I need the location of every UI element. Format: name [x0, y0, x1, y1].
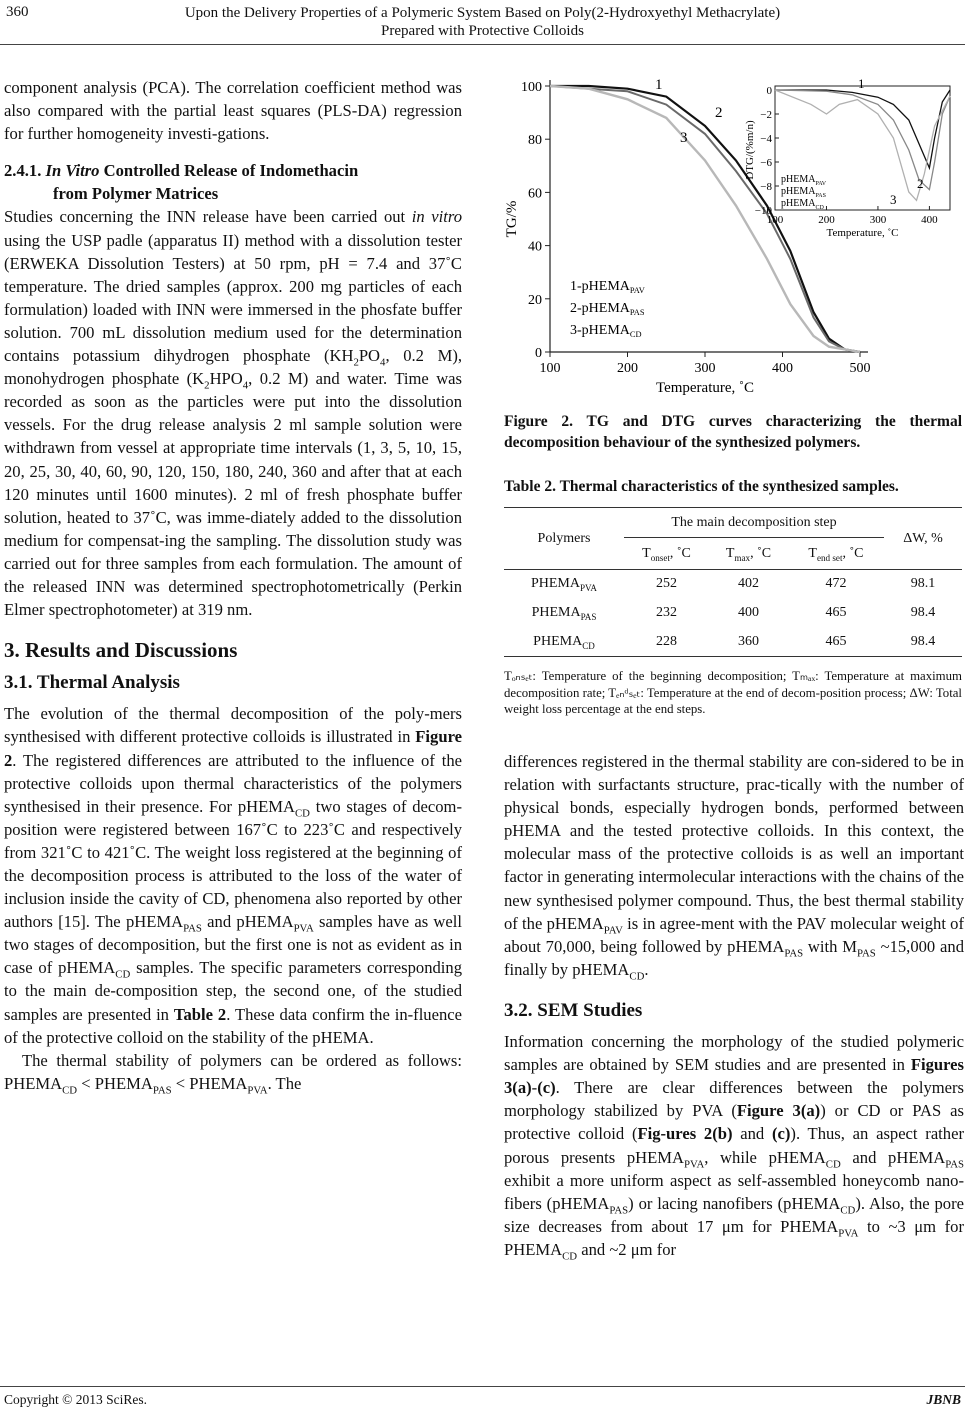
running-title-line1: Upon the Delivery Properties of a Polymeric System Based on Poly(2-Hydroxyethyl Methacrylate)	[184, 5, 781, 21]
tg-legend-entry: 2-pHEMA$_{PAS}$	[570, 301, 645, 317]
dtg-inset	[744, 76, 950, 239]
header-polymers: Polymers	[537, 530, 591, 546]
header-rule	[0, 44, 965, 45]
tg-curve-number: 1	[655, 77, 663, 93]
copyright: Copyright © 2013 SciRes.	[4, 1392, 148, 1407]
paragraph-differences: differences registered in the thermal stability are con-sidered to be in relation with surfactants structure, prac-tically with the number of physical bonds, especially hydrogen bonds, performed between pHEMA and the tested protective colloids. In this context, the molecular mass of the protective colloids is as well an important factor in generating intermolecular interactions with the chains of the new synthesised polymer compound. Thus, the best thermal stability of the pHEMA$_{PAV}$ is in agree-ment with the PAV molecular weight of about 70,000, being followed by pHEMA$_{PAS}$ with $M_{PAS}$ ~15,000 and finally by pHEMA$_{CD}$.	[504, 752, 964, 983]
paragraph-in-vitro: Studies concerning the INN release have been carried out in vitro using the USP padle (apparatus II) method with a dissolution tester (ERWEKA Dissolution Testers) at 50 rpm, pH = 7.4 and 37˚C temperature. The dried samples (approx. 200 mg particles of each formulation) loaded with INN were immersed in the phosfate buffer solution. 700 mL dissolution medium used for the determination contains potassium dihydrogen phosphate ($KH_2PO_4$, 0.2 M), monohydrogen phosphate ($K_2HPO_4$, 0.2 M) and water. Time was recorded as soon as the particles were put into the dissolution vessels. For the drug release analysis 2 ml sample solution were withdrawn from vessel at appropriate time intervals (1, 3, 5, 10, 15, 20, 25, 30, 40, 60, 90, 120, 150, 180, 240, 360 and after that at each 120 minutes until 1600 minutes). 2 ml of fresh phosphate buffer solution, heated to 37˚C, was imme-diately added to the dissolution medium for compensat-ing the sampling. The dissolution study was carried out for three samples from each formulation. The amount of the released INN was determined spectrophotometrically (Perkin Elmer spectrophotometer) at 319 nm.	[4, 207, 463, 620]
dtg-curve-number: 3	[890, 192, 897, 207]
header-end: $T_{end set}$, ˚C	[808, 545, 864, 563]
header-onset: $T_{onset}$, ˚C	[642, 545, 691, 563]
heading-2-4-1	[4, 159, 462, 205]
dtg-x-axis-label: Temperature, ˚C	[826, 227, 899, 239]
heading-rest: Controlled Release of Indomethacin	[99, 161, 359, 181]
left-column	[4, 76, 462, 1095]
tg-x-tick-label: 200	[617, 361, 638, 376]
tg-x-axis-label: Temperature, ˚C	[655, 380, 755, 396]
table-row: $PHEMA_{PAS}$ 232 400 465 98.4	[531, 605, 936, 622]
tg-y-tick-label: 60	[528, 186, 542, 202]
figure-2-chart	[490, 62, 964, 407]
tg-legend-entry: 3-pHEMA$_{CD}$	[570, 323, 642, 339]
dtg-y-tick-label: 0	[766, 85, 772, 97]
table-row: $PHEMA_{PVA}$ 252 402 472 98.1	[530, 576, 936, 594]
header-max: $T_{max}$, ˚C	[725, 545, 772, 563]
tg-y-tick-label: 0	[535, 346, 542, 361]
tg-x-tick-label: 100	[539, 361, 561, 376]
paragraph-pca: component analysis (PCA). The correlation coefficient method was also compared with the partial least squares (PLS-DA) regression for further homogeneity investi-gations.	[4, 78, 462, 144]
table-2	[504, 507, 962, 657]
tg-y-tick-label: 100	[521, 80, 542, 95]
table-row: $PHEMA_{CD}$ 228 360 465 98.4	[504, 628, 962, 657]
tg-y-tick-label: 40	[528, 239, 542, 255]
heading-thermal-analysis: 3.1. Thermal Analysis	[4, 672, 180, 694]
table-2-title: Table 2. Thermal characteristics of the synthesized samples.	[504, 478, 899, 495]
dtg-y-tick-label: −2	[760, 109, 772, 121]
dtg-legend-entry: pHEMA$_{CD}$	[781, 198, 824, 211]
dtg-x-tick-label: 400	[921, 214, 938, 226]
dtg-x-tick-label: 200	[818, 214, 835, 226]
dtg-y-tick-label: −8	[760, 181, 772, 193]
tg-x-tick-label: 500	[849, 361, 871, 376]
tg-curve-number: 3	[680, 130, 688, 146]
header-main-step: The main decomposition step	[624, 508, 884, 538]
dtg-legend-entry: pHEMA$_{PAS}$	[781, 186, 826, 199]
table-2-note: Tₒₙₛₑₜ: Temperature of the beginning decomposition; Tₘₐₓ: Temperature at maximum decomposition rate; Tₑₙᵈₛₑₜ: Temperature at the end of decom-position process; ΔW: Total weight loss percentage at the end steps.	[504, 669, 962, 716]
tg-x-tick-label: 300	[694, 361, 716, 376]
header-dw: ΔW, %	[903, 530, 943, 546]
tg-x-tick-label: 400	[772, 361, 793, 376]
dtg-y-axis-label: DTG/(%m/n)	[744, 120, 756, 180]
dtg-x-tick-label: 300	[869, 214, 887, 226]
heading-sem-studies: 3.2. SEM Studies	[504, 999, 643, 1021]
tg-y-axis-label: TG/%	[504, 200, 520, 238]
dtg-y-tick-label: −6	[760, 157, 772, 169]
figure-2-caption: Figure 2. TG and DTG curves characterizing the thermal decomposition behaviour of the synthesized polymers.	[504, 413, 962, 451]
dtg-curve-number: 1	[858, 76, 865, 91]
dtg-curve-number: 2	[917, 176, 924, 191]
heading-line2: from Polymer Matrices	[53, 184, 219, 204]
journal-name: JBNB	[926, 1392, 961, 1407]
tg-y-tick-label: 80	[528, 133, 542, 149]
page-number: 360	[6, 4, 29, 20]
heading-number: 2.4.1.	[4, 161, 46, 181]
right-column	[504, 750, 964, 1261]
footer-rule	[0, 1386, 965, 1387]
running-title-line2: Prepared with Protective Colloids	[381, 23, 584, 39]
tg-curve-number: 2	[715, 105, 723, 121]
paragraph-sem: Information concerning the morphology of the studied polymeric samples are obtained by SEM studies and are presented in Figures 3(a)-(c). There are clear differences between the polymers morphology stabilized by PVA (Figure 3(a)) or CD or PAS as protective colloid (Fig-ures 2(b) and (c)). Thus, an aspect rather porous presents pHEMA$_{PVA}$, while pHEMA$_{CD}$ and pHEMA$_{PAS}$ exhibit a more uniform aspect as self-assembled honeycomb nano-fibers (pHEMA$_{PAS}$) or lacing nanofibers (pHEMA$_{CD}$). Also, the pore size decreases from about 17 μm for $PHEMA_{PVA}$ to ~3 μm for $PHEMA_{CD}$ and ~2 μm for	[504, 1032, 965, 1263]
heading-italic: In Vitro	[45, 161, 100, 181]
tg-y-tick-label: 20	[528, 292, 542, 308]
dtg-legend-entry: pHEMA$_{PAV}$	[781, 174, 827, 187]
table-2-grid	[504, 507, 962, 657]
dtg-x-tick-label: 100	[766, 214, 784, 226]
paragraph-thermal: The evolution of the thermal decomposition of the poly-mers synthesised with different protective colloids is illustrated in Figure 2. The registered differences are attributed to the influence of the protective colloids upon thermal characteristics of the polymers synthesised in their presence. For pHEMA$_{CD}$ two stages of decom-position were registered between 167˚C to 223˚C and respectively from 321˚C to 421˚C. The weight loss registered at the beginning of the decomposition process is attributed to the loss of the water of inclusion inside the cavity of CD, phenomena also reported by other authors [15]. The pHEMA$_{PAS}$ and pHEMA$_{PVA}$ samples have as well two stages of decomposition, but the first one is not as evident as in case of pHEMA$_{CD}$ samples. The specific parameters corresponding to the main de-composition step, the second one, of the studied samples are presented in Table 2. These data confirm the in-fluence of the protective colloid on the stability of the pHEMA.	[4, 704, 463, 1047]
tg-legend-entry: 1-pHEMA$_{PAV}$	[570, 279, 645, 295]
paragraph-order: The thermal stability of polymers can be ordered as follows: $PHEMA_{CD}$ < $PHEMA_{PAS}$ < $PHEMA_{PVA}$. The	[4, 1050, 462, 1097]
dtg-y-tick-label: −10	[754, 205, 772, 217]
dtg-y-tick-label: −4	[760, 133, 772, 145]
running-title	[0, 4, 965, 40]
heading-results: 3. Results and Discussions	[4, 638, 238, 663]
